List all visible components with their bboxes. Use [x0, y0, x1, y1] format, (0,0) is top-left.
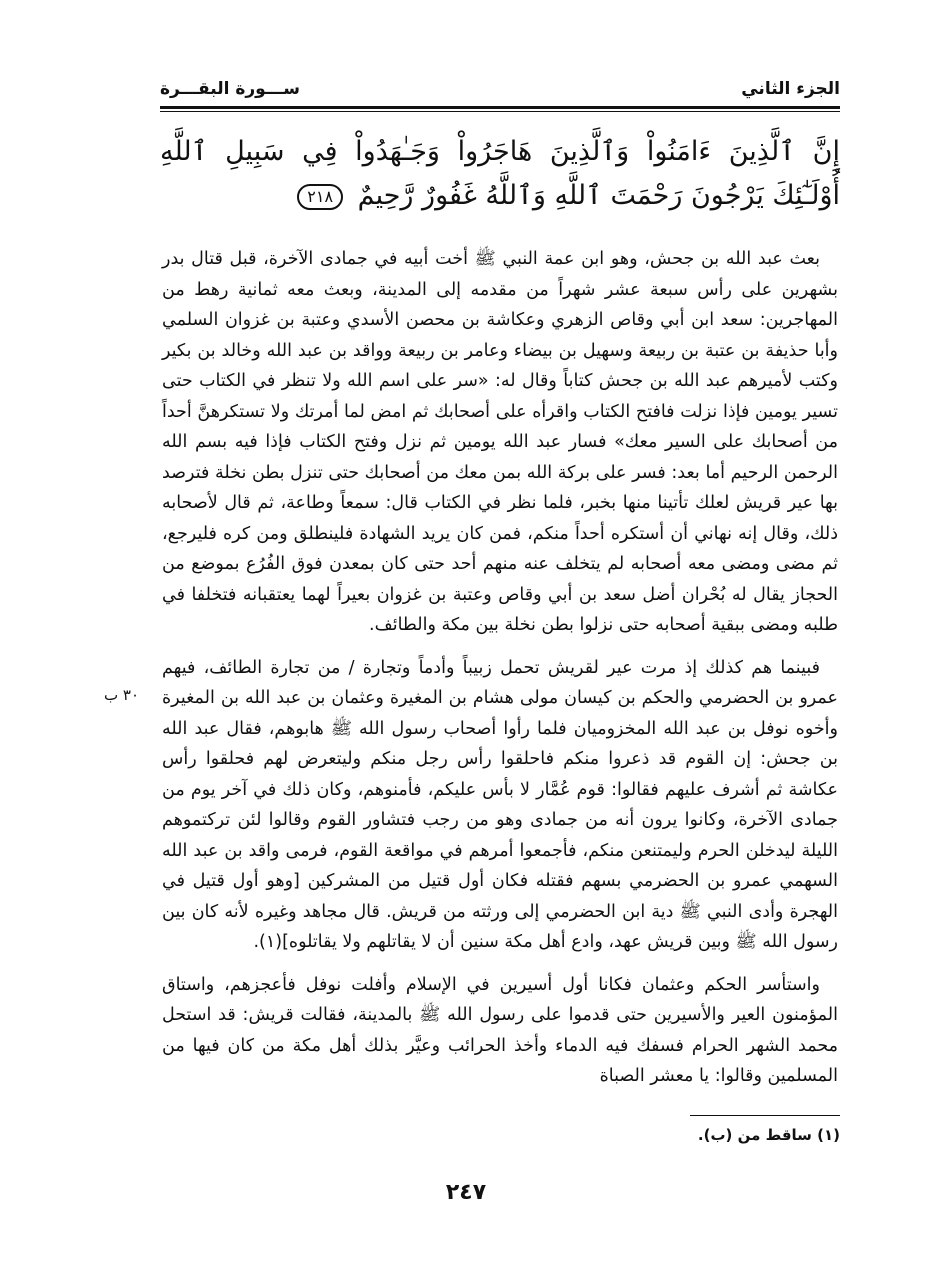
- surah-title: ســـورة البقـــرة: [160, 79, 300, 99]
- footnote-rule: [690, 1115, 840, 1116]
- paragraph: فبينما هم كذلك إذ مرت عير لقريش تحمل زبيباً وأدماً وتجارة / من تجارة الطائف، فيهم عمرو بن الحضرمي والحكم بن كيسان مولى هشام بن المغيرة وعثمان بن عبد الله بن المغيرة وأخوه نوفل بن عبد الله المخزوميان فلما رأوا أصحاب رسول الله ﷺ هابوهم، فقال عبد الله بن جحش: إن القوم قد ذعروا منكم فاحلقوا رأس رجل منكم وليتعرض لهم فحلقوا رأس عكاشة ثم أشرف عليهم فقالوا: قوم عُمَّار لا بأس عليكم، فأمنوهم، وكان ذلك في آخر يوم من جمادى الآخرة، وكانوا يرون أنه من جمادى وهو من رجب فتشاور القوم وقالوا لئن تركتموهم الليلة ليدخلن الحرم وليمتنعن منكم، فأجمعوا أمرهم في مواقعة القوم، فرمى واقد بن عبد الله السهمي عمرو بن الحضرمي بسهم فقتله فكان أول قتيل من المشركين [وهو أول قتيل في الهجرة وأدى النبي ﷺ دية ابن الحضرمي إلى ورثته من قريش. قال مجاهد وغيره لأنه كان بين رسول الله ﷺ وبين قريش عهد، وادع أهل مكة سنين أن لا يقاتلهم ولا يقاتلوه](١).: [162, 657, 838, 952]
- paragraph: واستأسر الحكم وعثمان فكانا أول أسيرين في الإسلام وأفلت نوفل فأعجزهم، واستاق المؤمنون العير والأسيرين حتى قدموا على رسول الله ﷺ بالمدينة، فقالت قريش: قد استحل محمد الشهر الحرام فسفك فيه الدماء وأخذ الحرائب وعيَّر بذلك أهل مكة من كان فيها من المسلمين وقالوا: يا معشر الصباة: [162, 974, 838, 1086]
- header-rule: [160, 106, 840, 109]
- commentary-body: [162, 244, 838, 1092]
- part-title: الجزء الثاني: [741, 79, 840, 99]
- verse-text: إِنَّ ٱلَّذِينَ ءَامَنُواْ وَٱلَّذِينَ هَاجَرُواْ وَجَـٰهَدُواْ فِي سَبِيلِ ٱللَّهِ أُوْلَـٰٓئِكَ يَرْجُونَ رَحْمَتَ ٱللَّهِ وَٱللَّهُ غَفُورٌ رَّحِيمٌ: [160, 136, 840, 211]
- manuscript-margin-note: ٣٠ ب: [104, 686, 140, 704]
- quran-verse: [160, 130, 840, 218]
- header-rule-thin: [160, 111, 840, 112]
- paragraph: بعث عبد الله بن جحش، وهو ابن عمة النبي ﷺ أخت أبيه في جمادى الآخرة، قبل قتال بدر بشهرين على رأس سبعة عشر شهراً من مقدمه إلى المدينة، وبعث معه ثمانية رهط من المهاجرين: سعد ابن أبي وقاص الزهري وعكاشة بن محصن الأسدي وعتبة بن غزوان السلمي وأبا حذيفة بن عتبة بن ربيعة وسهيل بن بيضاء وعامر بن ربيعة وواقد بن عبد الله وخالد بن بكير وكتب لأميرهم عبد الله بن جحش كتاباً وقال له: «سر على اسم الله ولا تنظر في الكتاب حتى تسير يومين فإذا نزلت فافتح الكتاب واقرأه على أصحابك ثم امض لما أمرتك ولا تستكرهنَّ أحداً من أصحابك على السير معك» فسار عبد الله يومين ثم نزل وفتح الكتاب فإذا فيه بسم الله الرحمن الرحيم أما بعد: فسر على بركة الله بمن معك من أصحابك حتى تنزل بطن نخلة فترصد بها عير قريش لعلك تأتينا منها بخبر، فلما نظر في الكتاب قال: سمعاً وطاعة، ثم قال لأصحابه ذلك، وقال إنه نهاني أن أستكره أحداً منكم، فمن كان يريد الشهادة فلينطلق ومن كره فليرجع، ثم مضى ومضى معه أصحابه لم يتخلف عنه منهم أحد حتى كان بمعدن فوق الفُرُع بموضع من الحجاز يقال له بُحْران أضل سعد بن أبي وقاص وعتبة بن غزوان بعيراً لهما يعتقبانه فتخلفا في طلبه ومضى ببقية أصحابه حتى نزلوا بطن نخلة بين مكة والطائف.: [162, 249, 838, 635]
- page-number: ٢٤٧: [445, 1180, 487, 1205]
- verse-number: ٢١٨: [297, 184, 343, 210]
- footnote: (١) ساقط من (ب).: [697, 1126, 840, 1144]
- running-header: [160, 74, 840, 104]
